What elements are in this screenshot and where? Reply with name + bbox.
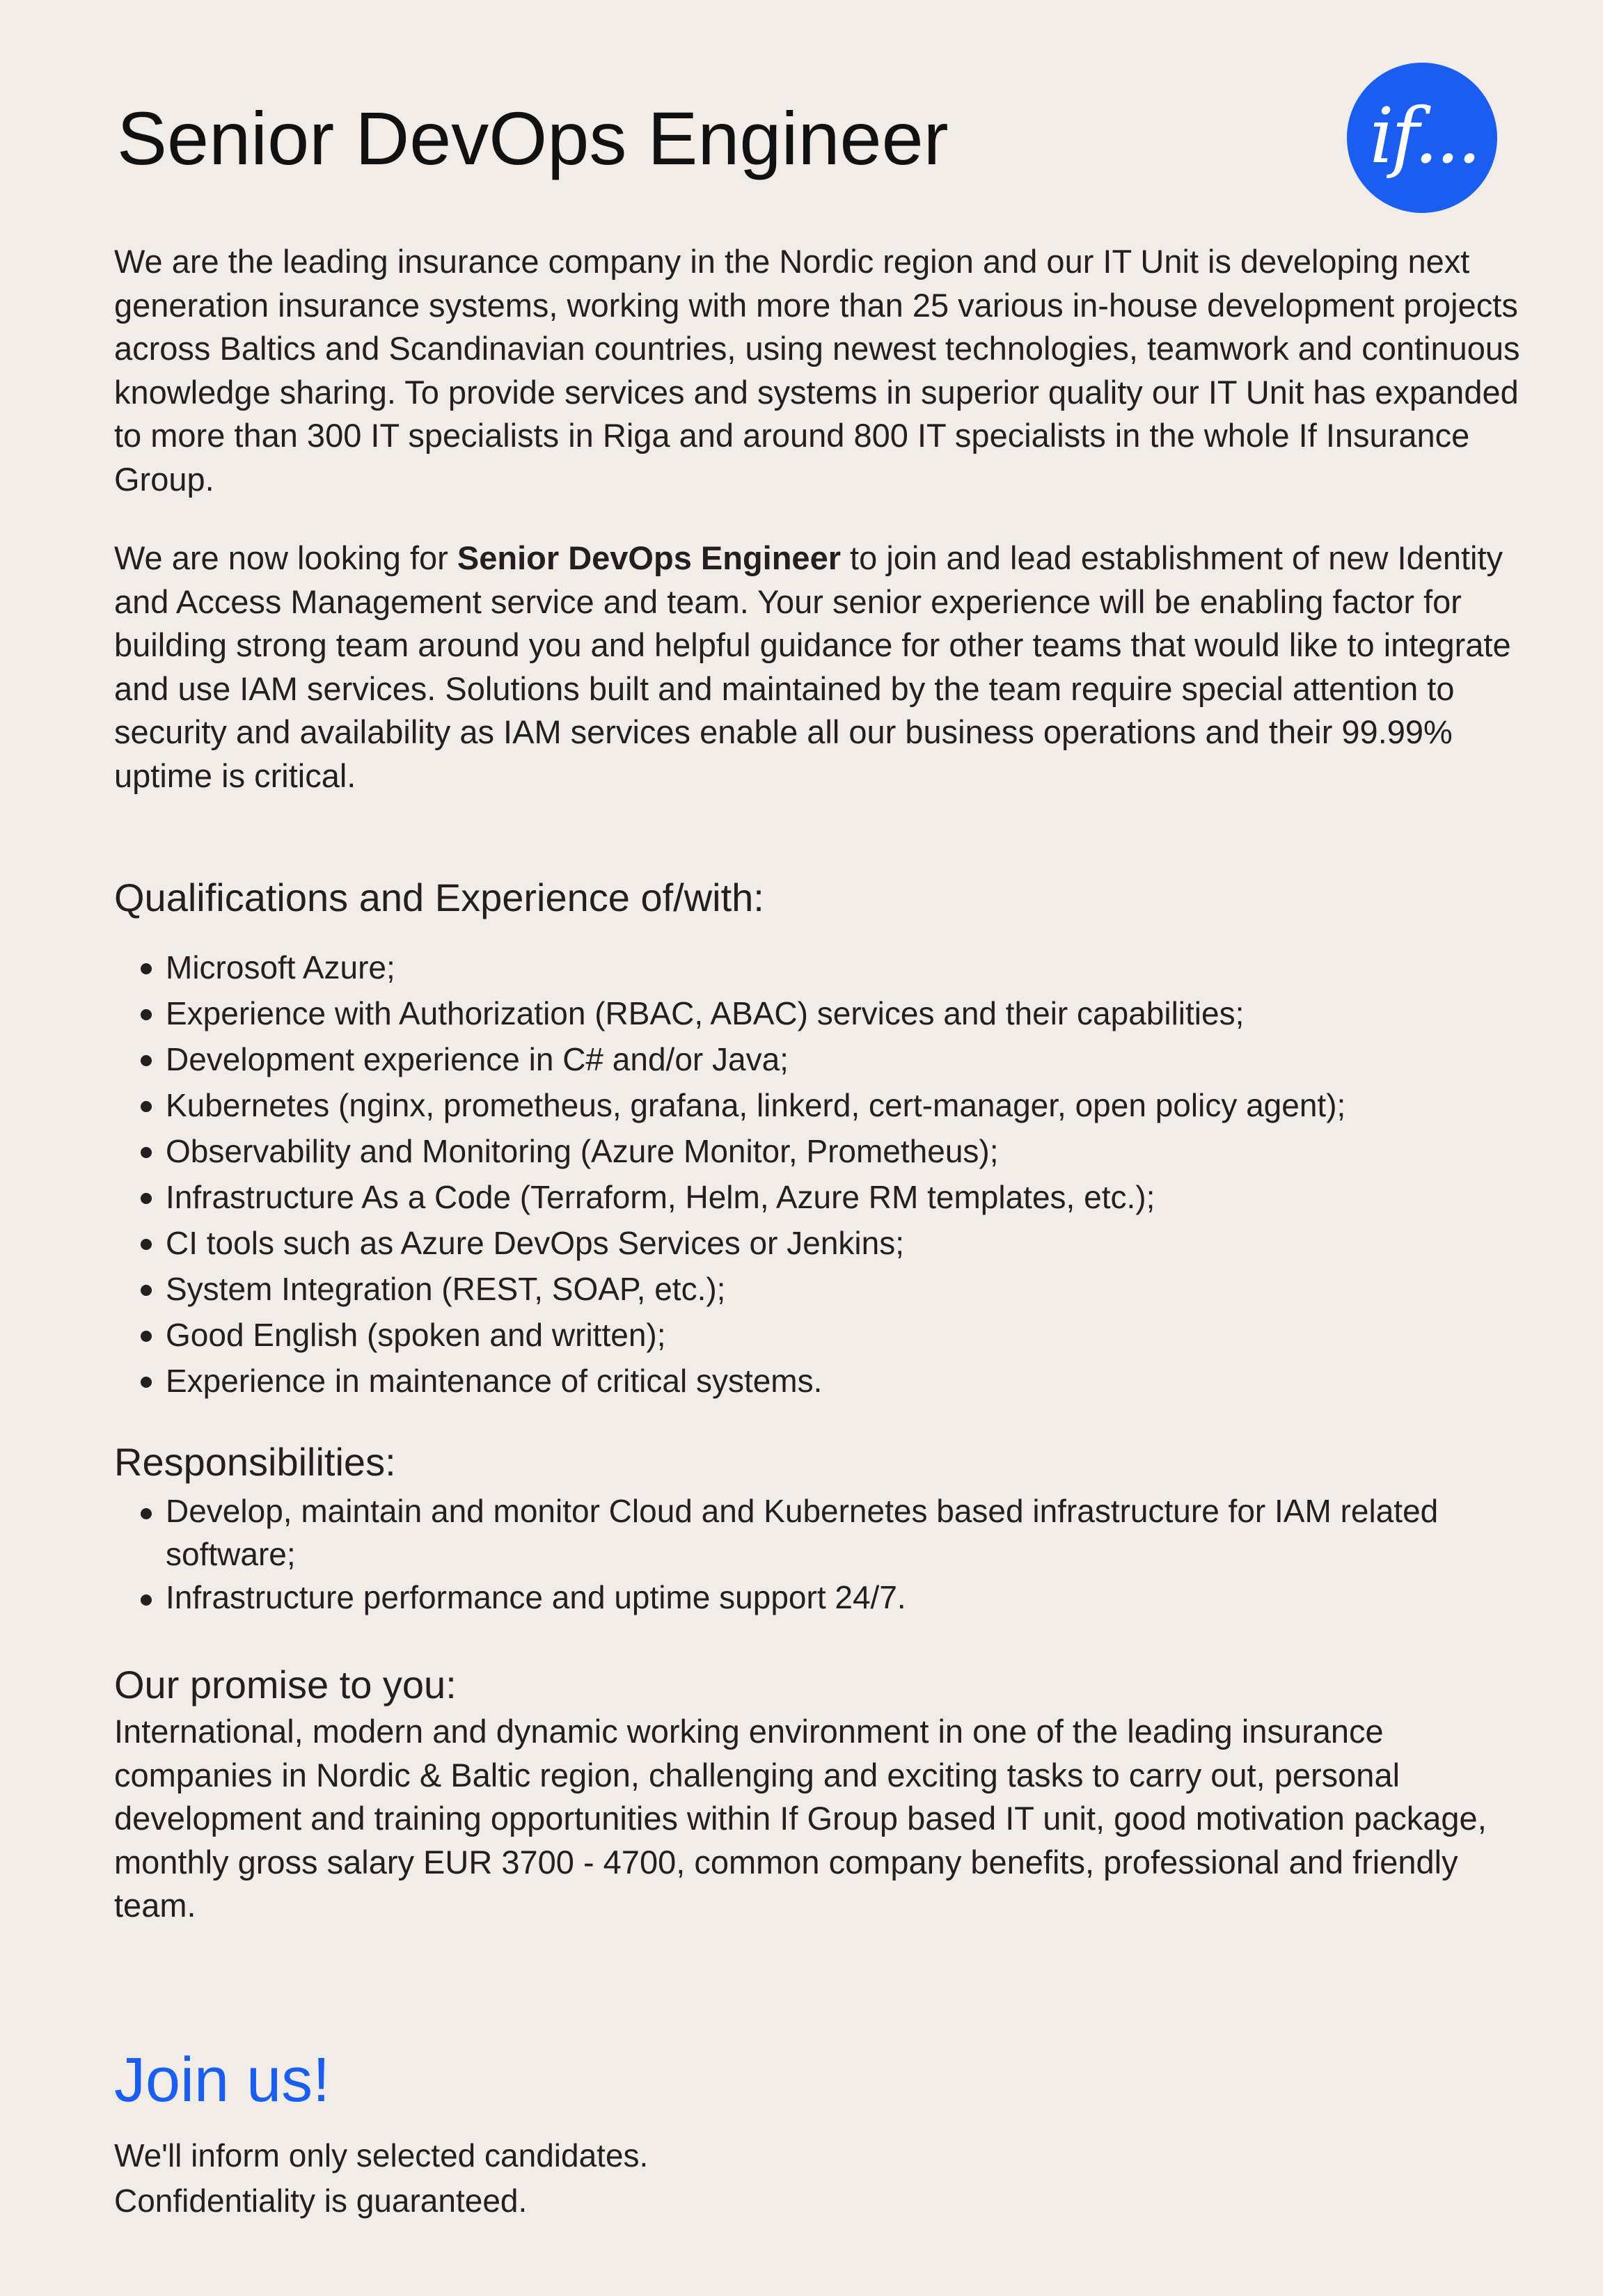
list-item — [136, 1312, 1522, 1358]
qualifications-list — [136, 944, 1522, 1404]
list-item-text: Infrastructure performance and uptime support 24/7. — [166, 1579, 906, 1615]
bullet-icon — [141, 1594, 152, 1606]
list-item — [136, 944, 1522, 990]
selected-candidates-note: We'll inform only selected candidates. — [114, 2137, 649, 2174]
role-paragraph-suffix: to join and lead establishment of new Identity and Access Management service and team. Your senior experience will be enabling factor for building strong team around you and helpful guidance for other teams that would like to integrate and use IAM services. Solutions built and maintained by the team require special attention to security and availability as IAM services enable all our business operations and their 99.99% uptime is critical. — [114, 539, 1511, 794]
list-item — [136, 1576, 1522, 1619]
list-item — [136, 1082, 1522, 1128]
promise-paragraph: International, modern and dynamic working environment in one of the leading insurance companies in Nordic & Baltic region, challenging and exciting tasks to carry out, personal development and training opportunities within If Group based IT unit, good motivation package, monthly gross salary EUR 3700 - 4700, common company benefits, professional and friendly team. — [114, 1713, 1487, 1924]
list-item — [136, 1358, 1522, 1404]
role-paragraph — [114, 537, 1520, 798]
bullet-icon — [141, 1331, 152, 1342]
list-item — [136, 1266, 1522, 1312]
list-item-text: Experience in maintenance of critical systems. — [166, 1363, 823, 1399]
bullet-icon — [141, 1193, 152, 1204]
bullet-icon — [141, 1508, 152, 1519]
list-item — [136, 1489, 1522, 1576]
bullet-icon — [141, 1009, 152, 1020]
list-item-text: Experience with Authorization (RBAC, ABAC) services and their capabilities; — [166, 995, 1245, 1031]
bullet-icon — [141, 1377, 152, 1388]
join-us-heading: Join us! — [114, 2045, 331, 2115]
responsibilities-list — [136, 1489, 1522, 1619]
if-logo — [1347, 63, 1497, 213]
list-item — [136, 990, 1522, 1036]
list-item-text: Good English (spoken and written); — [166, 1317, 666, 1353]
bullet-icon — [141, 1239, 152, 1250]
list-item-text: Microsoft Azure; — [166, 949, 395, 985]
logo-text: if... — [1369, 91, 1479, 180]
list-item — [136, 1128, 1522, 1174]
list-item-text: Infrastructure As a Code (Terraform, Helm, Azure RM templates, etc.); — [166, 1179, 1155, 1215]
list-item — [136, 1174, 1522, 1220]
list-item-text: Development experience in C# and/or Java; — [166, 1041, 789, 1077]
list-item-text: Kubernetes (nginx, prometheus, grafana, linkerd, cert-manager, open policy agent); — [166, 1087, 1346, 1123]
page-title: Senior DevOps Engineer — [117, 96, 949, 180]
list-item — [136, 1220, 1522, 1266]
bullet-icon — [141, 1147, 152, 1158]
confidentiality-note: Confidentiality is guaranteed. — [114, 2183, 528, 2219]
bullet-icon — [141, 1055, 152, 1066]
bullet-icon — [141, 1101, 152, 1112]
list-item-text: System Integration (REST, SOAP, etc.); — [166, 1271, 726, 1307]
bullet-icon — [141, 1285, 152, 1296]
role-name-bold: Senior DevOps Engineer — [457, 539, 841, 576]
list-item-text: Develop, maintain and monitor Cloud and Kubernetes based infrastructure for IAM related software; — [166, 1493, 1439, 1572]
responsibilities-heading: Responsibilities: — [114, 1440, 396, 1484]
bullet-icon — [141, 963, 152, 974]
list-item — [136, 1036, 1522, 1082]
intro-paragraph: We are the leading insurance company in the Nordic region and our IT Unit is developing next generation insurance systems, working with more than 25 various in-house development projects across Baltics and Scandinavian countries, using newest technologies, teamwork and continuous knowledge sharing. To provide services and systems in superior quality our IT Unit has expanded to more than 300 IT specialists in Riga and around 800 IT specialists in the whole If Insurance Group. — [114, 243, 1520, 498]
promise-heading: Our promise to you: — [114, 1663, 457, 1707]
list-item-text: Observability and Monitoring (Azure Monitor, Prometheus); — [166, 1133, 999, 1169]
role-paragraph-prefix: We are now looking for — [114, 539, 457, 576]
qualifications-heading: Qualifications and Experience of/with: — [114, 876, 764, 919]
list-item-text: CI tools such as Azure DevOps Services or Jenkins; — [166, 1225, 904, 1261]
